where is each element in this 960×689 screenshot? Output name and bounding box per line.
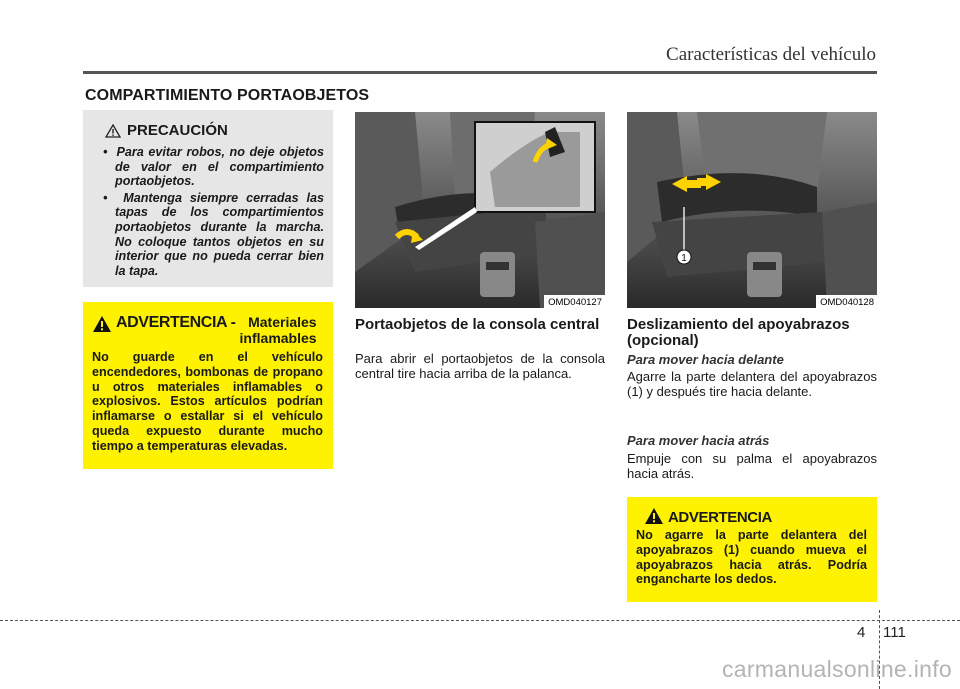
warning-flammable-subtitle-1: Materiales [248, 314, 317, 330]
console-illustration [355, 112, 605, 308]
back-text: Empuje con su palma el apoyabrazos hacia atrás. [627, 451, 877, 481]
warning-triangle-icon [92, 315, 112, 333]
footer-rule [0, 620, 960, 621]
warning-armrest-text: No agarre la parte delantera del apoyabrazos (1) cuando mueva el apoyabrazos hacia atrás. Podría engancharte los dedos. [636, 528, 867, 587]
warning-flammable-heading [92, 314, 323, 346]
caution-box [83, 110, 333, 287]
back-heading: Para mover hacia atrás [627, 433, 770, 448]
caution-item: • Mantenga siempre cerradas las tapas de los compartimientos portaobjetos durante la marcha. No coloque tantos objetos en su interior que no pueda cerrar bien la tapa. [103, 190, 324, 278]
console-photo [355, 112, 605, 308]
forward-heading: Para mover hacia delante [627, 352, 784, 367]
chapter-header-title: Características del vehículo [666, 44, 876, 65]
header-rule [83, 71, 877, 74]
warning-armrest-title: ADVERTENCIA [668, 509, 772, 526]
watermark: carmanualsonline.info [721, 656, 952, 682]
page-number: 111 [883, 624, 906, 641]
console-text: Para abrir el portaobjetos de la consola central tire hacia arriba de la palanca. [355, 351, 605, 381]
armrest-illustration [627, 112, 877, 308]
figure-code: OMD040128 [816, 295, 877, 308]
console-title: Portaobjetos de la consola central [355, 316, 600, 333]
forward-text: Agarre la parte delantera del apoyabrazos (1) y después tire hacia delante. [627, 369, 877, 399]
armrest-title: Deslizamiento del apoyabrazos (opcional) [627, 316, 850, 349]
caution-heading [105, 122, 324, 139]
callout-number: 1 [681, 253, 687, 264]
figure-code: OMD040127 [544, 295, 605, 308]
warning-armrest-heading [644, 507, 867, 526]
section-title: COMPARTIMIENTO PORTAOBJETOS [85, 87, 370, 104]
warning-flammable-text: No guarde en el vehículo encendedores, bombonas de propano u otros materiales inflamables o explosivos. Estos artículos podrían inflamarse o estallar si el vehículo queda expuesto durante mucho tiempo a temperaturas elevadas. [92, 350, 323, 453]
warning-armrest-box [627, 497, 877, 602]
warning-flammable-box [83, 302, 333, 469]
chapter-number: 4 [857, 624, 866, 641]
warning-flammable-title: ADVERTENCIA - [116, 314, 236, 331]
caution-item: • Para evitar robos, no deje objetos de valor en el compartimiento portaobjetos. [103, 145, 324, 189]
warning-flammable-subtitle-2: inflamables [239, 330, 317, 346]
caution-list [99, 145, 324, 278]
caution-triangle-icon [105, 124, 121, 138]
warning-triangle-icon [644, 507, 664, 525]
caution-title: PRECAUCIÓN [127, 122, 228, 139]
armrest-photo [627, 112, 877, 308]
